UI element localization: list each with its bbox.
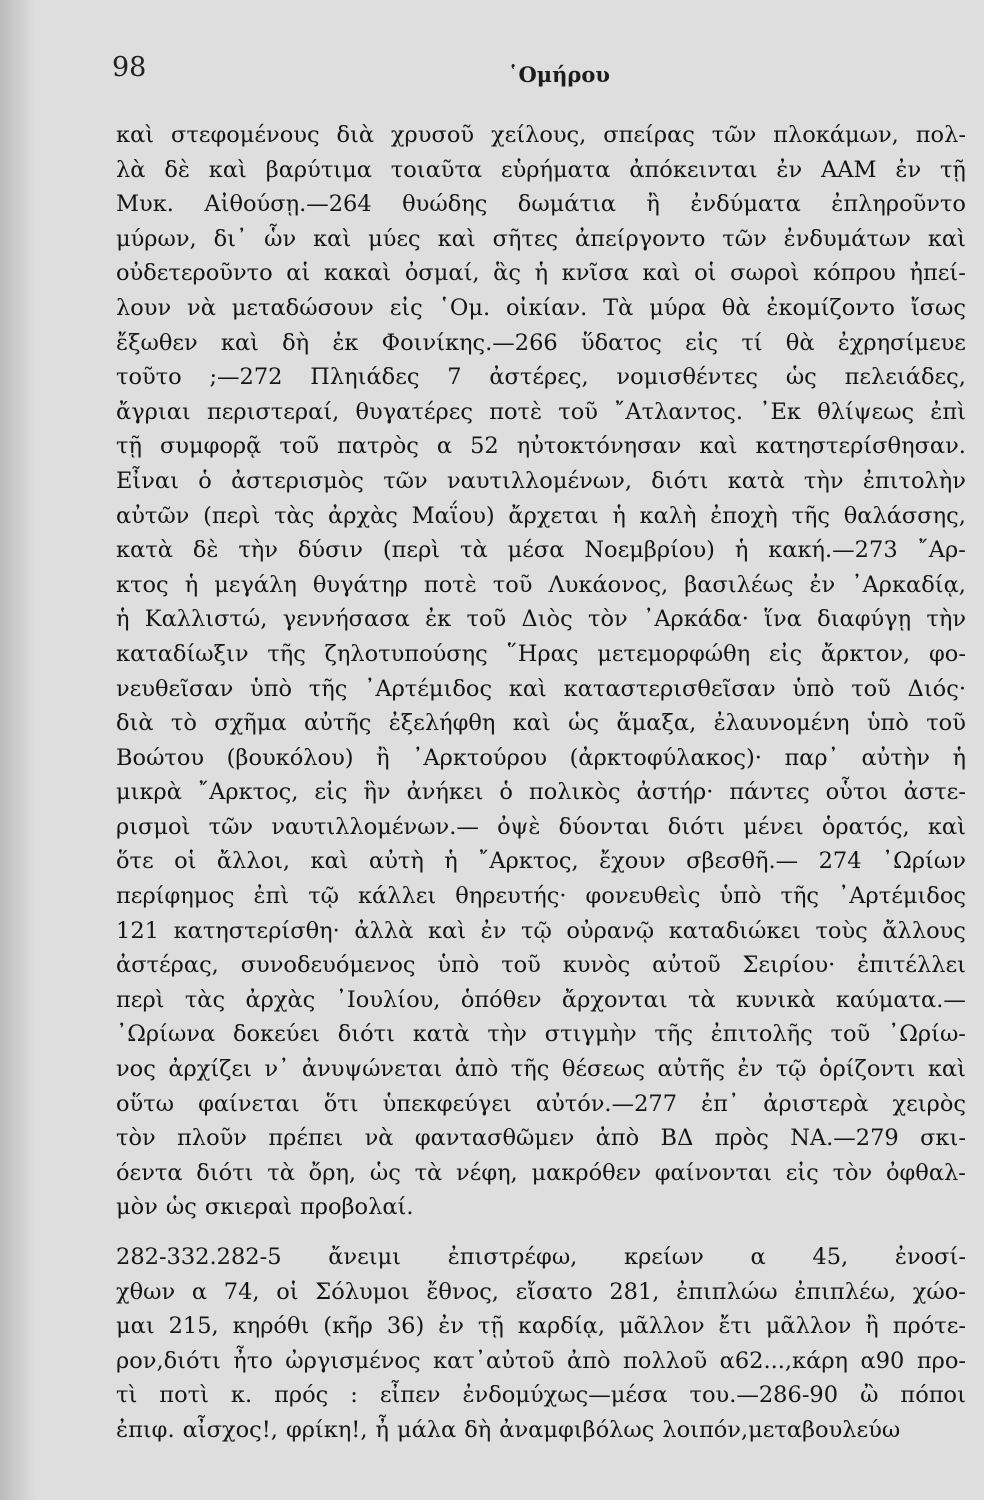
- text-line: μικρὰ ῎Αρκτος, εἰς ἣν ἀνήκει ὁ πολικὸς ἀστήρ· πάντες οὗτοι ἀστε-: [116, 779, 966, 806]
- text-line: καὶ στεφομένους διὰ χρυσοῦ χείλους, σπείρας τῶν πλοκάμων, πολ-: [116, 122, 966, 148]
- paragraph-gap: [116, 1225, 966, 1240]
- text-line: μύρων, δι᾿ ὧν καὶ μύες καὶ σῆτες ἀπείργοντο τῶν ἐνδυμάτων καὶ: [116, 225, 966, 252]
- page-number: 98: [112, 52, 147, 83]
- text-line: ἡ Καλλιστώ, γεννήσασα ἐκ τοῦ Διὸς τὸν ᾿Αρκάδα· ἵνα διαφύγῃ τὴν: [116, 606, 966, 633]
- text-line: κτος ἡ μεγάλη θυγάτηρ ποτὲ τοῦ Λυκάονος, βασιλέως ἐν ᾿Αρκαδίᾳ,: [116, 571, 966, 598]
- text-line: Μυκ. Αἰθούσῃ.—264 θυώδης δωμάτια ἢ ἐνδύματα ἐπληροῦντο: [116, 191, 966, 218]
- text-line: τὸν πλοῦν πρέπει νὰ φαντασθῶμεν ἀπὸ ΒΔ πρὸς ΝΑ.—279 σκι-: [116, 1125, 966, 1152]
- vocabulary-paragraph: [116, 1240, 966, 1448]
- text-line: ᾿Ωρίωνα δοκεύει διότι κατὰ τὴν στιγμὴν τῆς ἐπιτολῆς τοῦ ᾿Ωρίω-: [116, 1021, 966, 1048]
- text-line: τὶ ποτὶ κ. πρός : εἶπεν ἐνδομύχως—μέσα του.—286-90 ὢ πόποι: [116, 1382, 966, 1409]
- text-line: ἄγριαι περιστεραί, θυγατέρες ποτὲ τοῦ ῎Ατλαντος. ᾿Εκ θλίψεως ἐπὶ: [116, 398, 966, 425]
- text-line: 282-332.282-5 ἄνειμι ἐπιστρέφω, κρείων α 45, ἐνοσί-: [116, 1244, 966, 1270]
- text-line: Εἶναι ὁ ἀστερισμὸς τῶν ναυτιλλομένων, διότι κατὰ τὴν ἐπιτολὴν: [116, 467, 966, 494]
- text-line: λὰ δὲ καὶ βαρύτιμα τοιαῦτα εὑρήματα ἀπόκεινται ἐν ΑΑΜ ἐν τῇ: [116, 156, 966, 183]
- text-line: περίφημος ἐπὶ τῷ κάλλει θηρευτής· φονευθεὶς ὑπὸ τῆς ᾿Αρτέμιδος: [116, 883, 966, 910]
- text-line: ὅτε οἱ ἄλλοι, καὶ αὐτὴ ἡ ῎Αρκτος, ἔχουν σβεσθῆ.— 274 ᾿Ωρίων: [116, 848, 966, 875]
- text-line: ἔξωθεν καὶ δὴ ἐκ Φοινίκης.—266 ὕδατος εἰς τί θὰ ἐχρησίμευε: [116, 329, 966, 356]
- page-gutter-shadow: [0, 0, 36, 1500]
- text-line: κατὰ δὲ τὴν δύσιν (περὶ τὰ μέσα Νοεμβρίου) ἡ κακή.—273 ῎Αρ-: [116, 537, 966, 564]
- text-line: Βοώτου (βουκόλου) ἢ ᾿Αρκτούρου (ἀρκτοφύλακος)· παρ᾿ αὐτὴν ἡ: [116, 744, 966, 771]
- text-line: τῇ συμφορᾷ τοῦ πατρὸς α 52 ηὐτοκτόνησαν καὶ κατηστερίσθησαν.: [116, 433, 966, 460]
- text-line: ρισμοὶ τῶν ναυτιλλομένων.— ὀψὲ δύονται διότι μένει ὁρατός, καὶ: [116, 813, 966, 840]
- text-line: διὰ τὸ σχῆμα αὐτῆς ἐξελήφθη καὶ ὡς ἅμαξα, ἐλαυνομένη ὑπὸ τοῦ: [116, 710, 966, 737]
- text-line: ἀστέρας, συνοδευόμενος ὑπὸ τοῦ κυνὸς αὐτοῦ Σειρίου· ἐπιτέλλει: [116, 952, 966, 979]
- text-line: όεντα διότι τὰ ὄρη, ὡς τὰ νέφη, μακρόθεν φαίνονται εἰς τὸν ὀφθαλ-: [116, 1159, 966, 1186]
- text-line: περὶ τὰς ἀρχὰς ᾿Ιουλίου, ὁπόθεν ἄρχονται τὰ κυνικὰ καύματα.—: [116, 986, 966, 1013]
- text-line: οὐδετεροῦντο αἱ κακαὶ ὀσμαί, ἃς ἡ κνῖσα καὶ οἱ σωροὶ κόπρου ἠπεί-: [116, 260, 966, 287]
- commentary-paragraph: [116, 118, 966, 1225]
- text-line: 121 κατηστερίσθη· ἀλλὰ καὶ ἐν τῷ οὐρανῷ καταδιώκει τοὺς ἄλλους: [116, 917, 966, 944]
- running-head: ῾Ομήρου: [508, 62, 610, 87]
- commentary-text: [116, 118, 966, 1448]
- text-line: μὸν ὡς σκιεραὶ προβολαί.: [116, 1194, 414, 1221]
- text-line: ἐπιφ. αἶσχος!, φρίκη!, ἦ μάλα δὴ ἀναμφιβόλως λοιπόν,μεταβουλεύω: [116, 1416, 901, 1443]
- text-line: ρον,διότι ἦτο ὠργισμένος κατ᾿αὐτοῦ ἀπὸ πολλοῦ α62...,κάρη α90 προ-: [116, 1347, 966, 1374]
- text-line: νευθεῖσαν ὑπὸ τῆς ᾿Αρτέμιδος καὶ καταστερισθεῖσαν ὑπὸ τοῦ Διός·: [116, 675, 966, 702]
- text-line: μαι 215, κηρόθι (κῆρ 36) ἐν τῇ καρδίᾳ, μᾶλλον ἔτι μᾶλλον ἢ πρότε-: [116, 1313, 966, 1340]
- text-line: οὕτω φαίνεται ὅτι ὑπεκφεύγει αὐτόν.—277 ἐπ᾿ ἀριστερὰ χειρὸς: [116, 1090, 966, 1117]
- text-line: τοῦτο ;—272 Πληιάδες 7 ἀστέρες, νομισθέντες ὡς πελειάδες,: [116, 364, 966, 391]
- text-line: χθων α 74, οἱ Σόλυμοι ἔθνος, εἴσατο 281, ἐπιπλώω ἐπιπλέω, χώο-: [116, 1278, 966, 1305]
- text-line: νος ἀρχίζει ν᾿ ἀνυψώνεται ἀπὸ τῆς θέσεως αὐτῆς ἐν τῷ ὁρίζοντι καὶ: [116, 1056, 966, 1083]
- text-line: καταδίωξιν τῆς ζηλοτυπούσης ῞Ηρας μετεμορφώθη εἰς ἄρκτον, φο-: [116, 640, 966, 667]
- text-line: αὐτῶν (περὶ τὰς ἀρχὰς Μαΐου) ἄρχεται ἡ καλὴ ἐποχὴ τῆς θαλάσσης,: [116, 502, 966, 529]
- text-line: λουν νὰ μεταδώσουν εἰς ῾Ομ. οἰκίαν. Τὰ μύρα θὰ ἐκομίζοντο ἴσως: [116, 294, 966, 321]
